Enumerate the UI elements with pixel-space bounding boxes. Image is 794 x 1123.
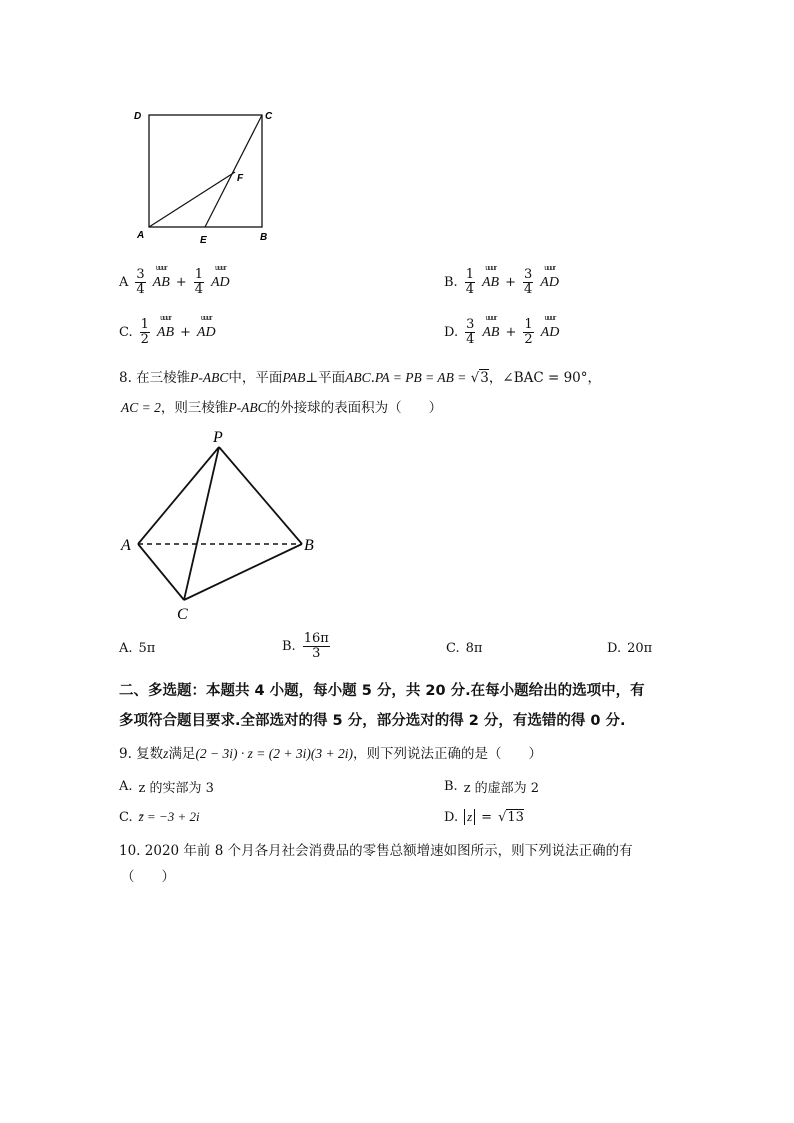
label-b: B xyxy=(260,232,268,243)
edge-ac xyxy=(138,544,184,600)
q8-option-a[interactable]: A. 5π xyxy=(119,641,156,656)
label-c: C xyxy=(265,111,273,122)
q8-line-2: AC = 2，则三棱锥P-ABC的外接球的表面积为（ ） xyxy=(121,400,443,416)
q8-option-d[interactable]: D. 20π xyxy=(607,641,653,656)
segment-ec xyxy=(205,115,262,227)
q7-option-c[interactable]: C. $\frac{1}{2}$ uuur AB + uuur AD xyxy=(119,312,216,347)
label-a: A xyxy=(137,230,145,241)
option-letter: A xyxy=(119,275,129,290)
tetrahedron-figure xyxy=(115,425,325,625)
option-letter: C. xyxy=(119,325,133,340)
q10-stem-line-2: （ ） xyxy=(121,869,175,885)
segment-af xyxy=(149,172,235,227)
edge-bc xyxy=(184,544,302,600)
q7-option-d[interactable]: D. $\frac{3}{4}$ uuur AB + $\frac{1}{2}$ uuur AD xyxy=(444,312,560,347)
square-outline xyxy=(149,115,262,227)
q7-option-b[interactable]: B. $\frac{1}{4}$ uuur AB + $\frac{3}{4}$ uuur AD xyxy=(444,262,559,297)
option-letter: B. xyxy=(444,275,458,290)
q8-option-c[interactable]: C. 8π xyxy=(446,641,483,656)
q8-line-1: 8. 在三棱锥P-ABC中，平面PAB⊥平面ABC.PA = PB = AB = √3，∠BAC = 90°， xyxy=(119,370,602,386)
section-2-heading-line-1: 二、多选题：本题共 4 小题，每小题 5 分，共 20 分.在每小题给出的选项中，有 xyxy=(119,683,645,699)
edge-pb xyxy=(219,447,302,544)
label-c: C xyxy=(177,606,188,623)
label-d: D xyxy=(134,111,142,122)
label-a: A xyxy=(121,537,131,554)
q9-option-c[interactable]: C. z̄ = −3 + 2i xyxy=(119,809,200,825)
q9-option-d[interactable]: D. z = √13 xyxy=(444,809,524,825)
edge-pa xyxy=(138,447,219,544)
label-e: E xyxy=(200,235,207,246)
label-b: B xyxy=(304,537,314,554)
q10-stem-line-1: 10. 2020 年前 8 个月各月社会消费品的零售总额增速如图所示，则下列说法正确的有 xyxy=(119,843,633,859)
q9-stem: 9. 复数z满足(2 − 3i) · z = (2 + 3i)(3 + 2i)，则下列说法正确的是（ ） xyxy=(119,746,542,762)
q9-option-a[interactable]: A. z 的实部为 3 xyxy=(119,779,214,796)
edge-pc xyxy=(184,447,219,600)
option-letter: D. xyxy=(444,325,459,340)
q8-option-b[interactable]: B. $\frac{16\pi}{3}$ xyxy=(282,631,329,661)
label-p: P xyxy=(213,429,223,446)
label-f: F xyxy=(237,173,244,184)
q7-option-a[interactable]: A $\frac{3}{4}$ uuur AB + $\frac{1}{4}$ uuur AD xyxy=(119,262,230,297)
q9-option-b[interactable]: B. z 的虚部为 2 xyxy=(444,779,540,796)
section-2-heading-line-2: 多项符合题目要求.全部选对的得 5 分，部分选对的得 2 分，有选错的得 0 分. xyxy=(119,713,626,729)
square-figure xyxy=(130,105,280,250)
